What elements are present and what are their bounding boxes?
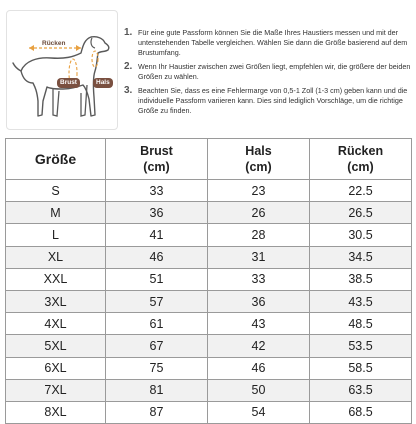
chest-cell: 41 bbox=[106, 224, 208, 246]
chest-cell: 81 bbox=[106, 379, 208, 401]
column-header-neck: Hals (cm) bbox=[208, 139, 310, 180]
column-header-size: Größe bbox=[6, 139, 106, 180]
neck-cell: 28 bbox=[208, 224, 310, 246]
neck-label: Hals bbox=[93, 78, 113, 88]
neck-cell: 43 bbox=[208, 313, 310, 335]
table-row bbox=[6, 357, 412, 379]
back-cell: 34.5 bbox=[310, 246, 412, 268]
chest-cell: 46 bbox=[106, 246, 208, 268]
chest-cell: 33 bbox=[106, 180, 208, 202]
table-row bbox=[6, 379, 412, 401]
back-cell: 58.5 bbox=[310, 357, 412, 379]
size-chart-table bbox=[5, 138, 412, 424]
back-cell: 43.5 bbox=[310, 290, 412, 312]
neck-cell: 36 bbox=[208, 290, 310, 312]
table-row bbox=[6, 246, 412, 268]
chest-cell: 75 bbox=[106, 357, 208, 379]
note-text: Wenn Ihr Haustier zwischen zwei Größen liegt, empfehlen wir, die größere der beiden Größen zu wählen. bbox=[138, 62, 411, 81]
back-cell: 48.5 bbox=[310, 313, 412, 335]
size-cell: M bbox=[6, 202, 106, 224]
table-row bbox=[6, 401, 412, 423]
table-row bbox=[6, 268, 412, 290]
note-number: 3. bbox=[124, 85, 133, 96]
instruction-notes bbox=[124, 28, 412, 120]
size-cell: XL bbox=[6, 246, 106, 268]
dog-measurement-diagram bbox=[6, 10, 118, 130]
back-cell: 63.5 bbox=[310, 379, 412, 401]
dog-silhouette-icon bbox=[7, 11, 117, 129]
size-cell: 3XL bbox=[6, 290, 106, 312]
neck-cell: 23 bbox=[208, 180, 310, 202]
chest-cell: 57 bbox=[106, 290, 208, 312]
neck-cell: 54 bbox=[208, 401, 310, 423]
table-row bbox=[6, 335, 412, 357]
back-label: Rücken bbox=[42, 40, 66, 47]
neck-cell: 26 bbox=[208, 202, 310, 224]
back-cell: 38.5 bbox=[310, 268, 412, 290]
size-cell: 7XL bbox=[6, 379, 106, 401]
note-item bbox=[124, 62, 412, 82]
chest-label: Brust bbox=[57, 78, 80, 88]
chest-cell: 51 bbox=[106, 268, 208, 290]
back-cell: 26.5 bbox=[310, 202, 412, 224]
chest-cell: 67 bbox=[106, 335, 208, 357]
neck-cell: 50 bbox=[208, 379, 310, 401]
size-cell: 5XL bbox=[6, 335, 106, 357]
neck-cell: 31 bbox=[208, 246, 310, 268]
note-item bbox=[124, 28, 412, 58]
neck-cell: 42 bbox=[208, 335, 310, 357]
column-header-back: Rücken (cm) bbox=[310, 139, 412, 180]
back-cell: 22.5 bbox=[310, 180, 412, 202]
chest-cell: 61 bbox=[106, 313, 208, 335]
size-cell: 6XL bbox=[6, 357, 106, 379]
note-item bbox=[124, 86, 412, 116]
note-number: 2. bbox=[124, 61, 133, 72]
size-cell: 8XL bbox=[6, 401, 106, 423]
note-text: Für eine gute Passform können Sie die Maße Ihres Haustiers messen und mit der untenstehenden Tabelle vergleichen. Wählen Sie dann die Größe basierend auf dem Brustumfang. bbox=[138, 28, 408, 57]
table-header-row bbox=[6, 139, 412, 180]
back-cell: 53.5 bbox=[310, 335, 412, 357]
chest-cell: 87 bbox=[106, 401, 208, 423]
table-row bbox=[6, 180, 412, 202]
column-header-chest: Brust (cm) bbox=[106, 139, 208, 180]
chest-cell: 36 bbox=[106, 202, 208, 224]
table-row bbox=[6, 202, 412, 224]
size-cell: S bbox=[6, 180, 106, 202]
header-section bbox=[0, 0, 416, 135]
back-cell: 30.5 bbox=[310, 224, 412, 246]
table-row bbox=[6, 313, 412, 335]
table-row bbox=[6, 224, 412, 246]
size-cell: XXL bbox=[6, 268, 106, 290]
neck-cell: 33 bbox=[208, 268, 310, 290]
size-cell: L bbox=[6, 224, 106, 246]
table-row bbox=[6, 290, 412, 312]
note-number: 1. bbox=[124, 27, 133, 38]
neck-cell: 46 bbox=[208, 357, 310, 379]
note-text: Beachten Sie, dass es eine Fehlermarge von 0,5-1 Zoll (1-3 cm) geben kann und die individuelle Passform variieren kann. Dies sind lediglich Vorschläge, um die richtige Größe zu finden. bbox=[138, 86, 408, 115]
size-cell: 4XL bbox=[6, 313, 106, 335]
back-cell: 68.5 bbox=[310, 401, 412, 423]
size-chart-body bbox=[6, 180, 412, 424]
